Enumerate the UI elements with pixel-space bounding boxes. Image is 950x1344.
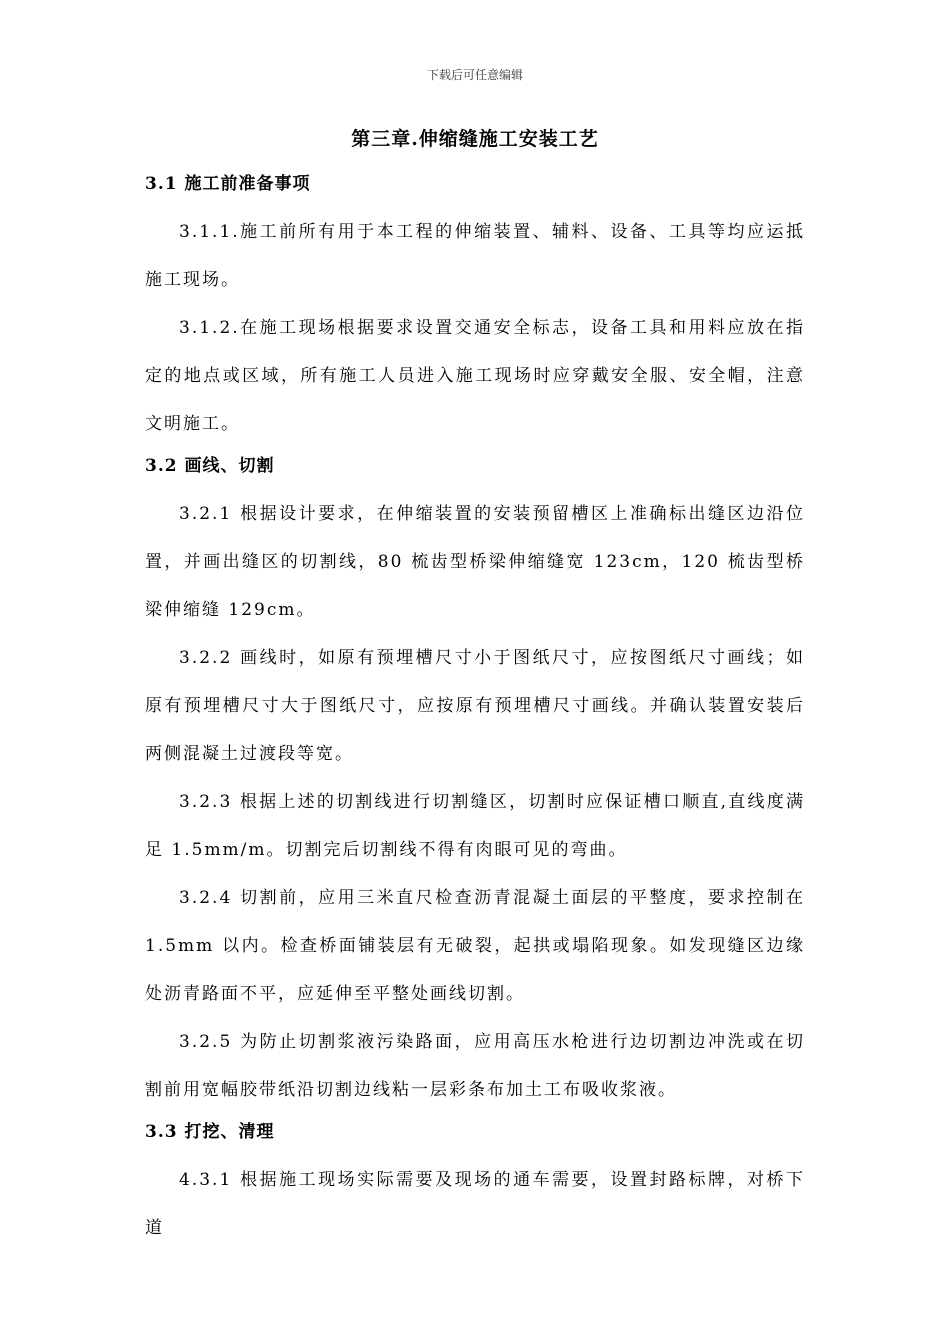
paragraph-4-3-1: 4.3.1 根据施工现场实际需要及现场的通车需要，设置封路标牌，对桥下道: [145, 1170, 805, 1238]
document-body: [145, 168, 805, 1252]
paragraph-3-2-2: 3.2.2 画线时，如原有预埋槽尺寸小于图纸尺寸，应按图纸尺寸画线；如原有预埋槽尺寸大于图纸尺寸，应按原有预埋槽尺寸画线。并确认装置安装后两侧混凝土过渡段等宽。: [145, 648, 805, 764]
paragraph-3-2-4: 3.2.4 切割前，应用三米直尺检查沥青混凝土面层的平整度，要求控制在 1.5mm 以内。检查桥面铺装层有无破裂，起拱或塌陷现象。如发现缝区边缘处沥青路面不平，应延伸至平整处画线切割。: [145, 888, 805, 1004]
paragraph-3-1-2: 3.1.2.在施工现场根据要求设置交通安全标志，设备工具和用料应放在指定的地点或区域，所有施工人员进入施工现场时应穿戴安全服、安全帽，注意文明施工。: [145, 318, 805, 434]
section-heading-3-1: 3.1 施工前准备事项: [145, 174, 311, 194]
paragraph-3-2-3: 3.2.3 根据上述的切割线进行切割缝区，切割时应保证槽口顺直,直线度满足 1.5mm/m。切割完后切割线不得有肉眼可见的弯曲。: [145, 792, 805, 860]
paragraph-3-2-1: 3.2.1 根据设计要求，在伸缩装置的安装预留槽区上准确标出缝区边沿位置，并画出缝区的切割线，80 梳齿型桥梁伸缩缝宽 123cm，120 梳齿型桥梁伸缩缝 129cm。: [145, 504, 805, 620]
paragraph-3-1-1: 3.1.1.施工前所有用于本工程的伸缩装置、辅料、设备、工具等均应运抵施工现场。: [145, 222, 805, 290]
paragraph-3-2-5: 3.2.5 为防止切割浆液污染路面，应用高压水枪进行边切割边冲洗或在切割前用宽幅胶带纸沿切割边线粘一层彩条布加土工布吸收浆液。: [145, 1032, 805, 1100]
section-heading-3-3: 3.3 打挖、清理: [145, 1122, 275, 1142]
chapter-title: 第三章.伸缩缝施工安装工艺: [351, 128, 599, 150]
header-note: 下载后可任意编辑: [426, 68, 523, 82]
section-heading-3-2: 3.2 画线、切割: [145, 456, 275, 476]
